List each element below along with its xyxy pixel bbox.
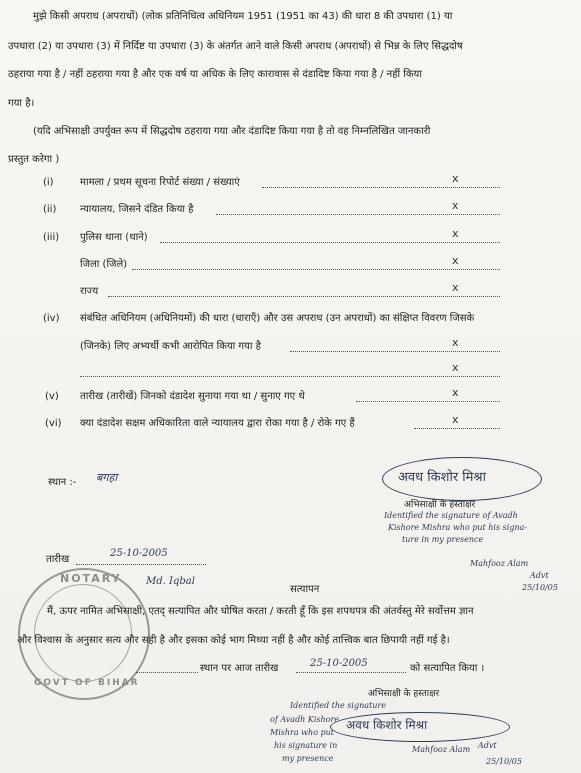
- notary-stamp-top-text: NOTARY: [60, 572, 122, 585]
- verification-heading: सत्यापन: [290, 584, 320, 595]
- item-label: मामला / प्रथम सूचना रिपोर्ट संख्या / संख्याएं: [80, 177, 240, 188]
- item-dotted-line: [80, 376, 500, 377]
- verification-place-dotted-line: [136, 672, 198, 673]
- advocate-title: Advt: [530, 571, 549, 580]
- item-cross-mark: x: [452, 199, 459, 212]
- deponent-signature-caption: अभिसाक्षी के हस्ताक्षर: [368, 689, 440, 699]
- date-value: 25-10-2005: [110, 548, 168, 559]
- item-dotted-line: [290, 351, 500, 352]
- item-cross-mark: x: [452, 172, 459, 185]
- item-dotted-line: [262, 187, 500, 188]
- deponent-signature: अवध किशोर मिश्रा: [346, 718, 428, 732]
- item-dotted-line: [216, 214, 500, 215]
- deponent-signature-caption: अभिसाक्षी के हस्ताक्षर: [404, 500, 476, 510]
- intro-line-3: ठहराया गया है / नहीं ठहराया गया है और एक वर्ष या अधिक के लिए कारावास से दंडादिष्ट किया गया है / नहीं किया: [8, 69, 422, 80]
- item-label: न्यायालय, जिसने दंडित किया है: [80, 204, 194, 215]
- advocate-date: 25/10/05: [486, 757, 522, 766]
- date-dotted-line: [76, 564, 206, 565]
- verification-line-2: और विश्वास के अनुसार सत्य और सही है और इसका कोई भाग मिथ्या नहीं है और कोई तात्त्विक बात छिपायी नहीं गई है।: [17, 635, 450, 646]
- item-cross-mark: x: [452, 254, 459, 267]
- date-label: तारीख: [46, 554, 70, 565]
- deponent-signature: अवध किशोर मिश्रा: [398, 470, 487, 485]
- item-label: तारीख (तारीखें) जिनको दंडादेश सुनाया गया था / सुनाए गए थे: [80, 391, 305, 402]
- verification-date: 25-10-2005: [310, 658, 368, 669]
- identification-note: my presence: [282, 754, 334, 763]
- advocate-signature: Mahfooz Alam: [470, 559, 529, 568]
- item-dotted-line: [356, 401, 500, 402]
- item-label: (जिनके) लिए अभ्यर्थी कभी आरोपित किया गया है: [80, 341, 261, 352]
- identification-note: of Avadh Kishore: [270, 715, 340, 724]
- advocate-date: 25/10/05: [522, 583, 558, 592]
- verification-line-3-part-2: को सत्यापित किया ।: [410, 663, 485, 674]
- identification-note: his signature in: [274, 741, 338, 750]
- verification-line-1: मैं, ऊपर नामित अभिसाक्षी, एतद् सत्यापित और घोषित करता / करती हूँ कि इस शपथपत्र की अंतर्वस्तु मेरे सर्वोत्तम ज्ञान: [47, 606, 474, 617]
- item-number: (i): [43, 177, 54, 188]
- item-cross-mark: x: [452, 336, 459, 349]
- condition-line-1: (यदि अभिसाक्षी उपर्युक्त रूप में सिद्धदोष ठहराया गया और दंडादिष्ट किया गया है तो वह निम्नलिखित जानकारी: [33, 126, 431, 137]
- notary-stamp-inner-ring: [34, 584, 132, 682]
- place-label: स्थान :-: [48, 477, 77, 488]
- item-dotted-line: [108, 296, 500, 297]
- verification-date-dotted-line: [296, 672, 406, 673]
- item-label: पुलिस थाना (थाने): [80, 232, 148, 243]
- item-label: संबंधित अधिनियम (अधिनियमों) की धारा (धाराएँ) और उस अपराध (उन अपराधों) का संक्षिप्त विवरण जिसके: [80, 313, 475, 324]
- item-dotted-line: [414, 428, 500, 429]
- item-number: (ii): [43, 204, 57, 215]
- notary-signature: Md. Iqbal: [146, 576, 195, 587]
- notary-stamp-bottom-text: GOVT OF BIHAR: [34, 678, 140, 688]
- advocate-title: Advt: [478, 741, 497, 750]
- intro-line-4: गया है।: [8, 98, 35, 109]
- item-cross-mark: x: [452, 227, 459, 240]
- identification-note: Identified the signature of Avadh: [384, 511, 518, 520]
- item-cross-mark: x: [452, 281, 459, 294]
- identification-note: Identified the signature: [290, 701, 386, 710]
- item-dotted-line: [132, 269, 500, 270]
- item-number: (vi): [45, 418, 62, 429]
- item-label: जिला (जिले): [80, 259, 128, 270]
- item-label: क्या दंडादेश सक्षम अधिकारिता वाले न्यायालय द्वारा रोका गया है / रोके गए हैं: [80, 418, 355, 429]
- item-dotted-line: [160, 242, 500, 243]
- item-number: (v): [45, 391, 59, 402]
- item-number: (iii): [43, 232, 60, 243]
- item-cross-mark: x: [452, 361, 459, 374]
- verification-line-3-part-1: स्थान पर आज तारीख: [200, 663, 279, 674]
- place-value: बगहा: [96, 471, 118, 484]
- intro-line-2: उपधारा (2) या उपधारा (3) में निर्दिष्ट या उपधारा (3) के अंतर्गत आने वाले किसी अपराध (अपराधों) से भिन्न के लिए सिद्धदोष: [8, 41, 463, 52]
- condition-line-2: प्रस्तुत करेगा ): [8, 154, 60, 165]
- item-cross-mark: x: [452, 386, 459, 399]
- intro-line-1: मुझे किसी अपराध (अपराधों) (लोक प्रतिनिधित्व अधिनियम 1951 (1951 का 43) की धारा 8 की उपधारा (1) या: [33, 11, 453, 22]
- identification-note: Kishore Mishra who put his signa-: [388, 523, 528, 532]
- advocate-signature: Mahfooz Alam: [412, 745, 471, 754]
- identification-note: Mishra who put: [270, 728, 334, 737]
- item-number: (iv): [43, 313, 60, 324]
- identification-note: ture in my presence: [402, 535, 484, 544]
- item-cross-mark: x: [452, 413, 459, 426]
- item-label: राज्य: [80, 286, 99, 297]
